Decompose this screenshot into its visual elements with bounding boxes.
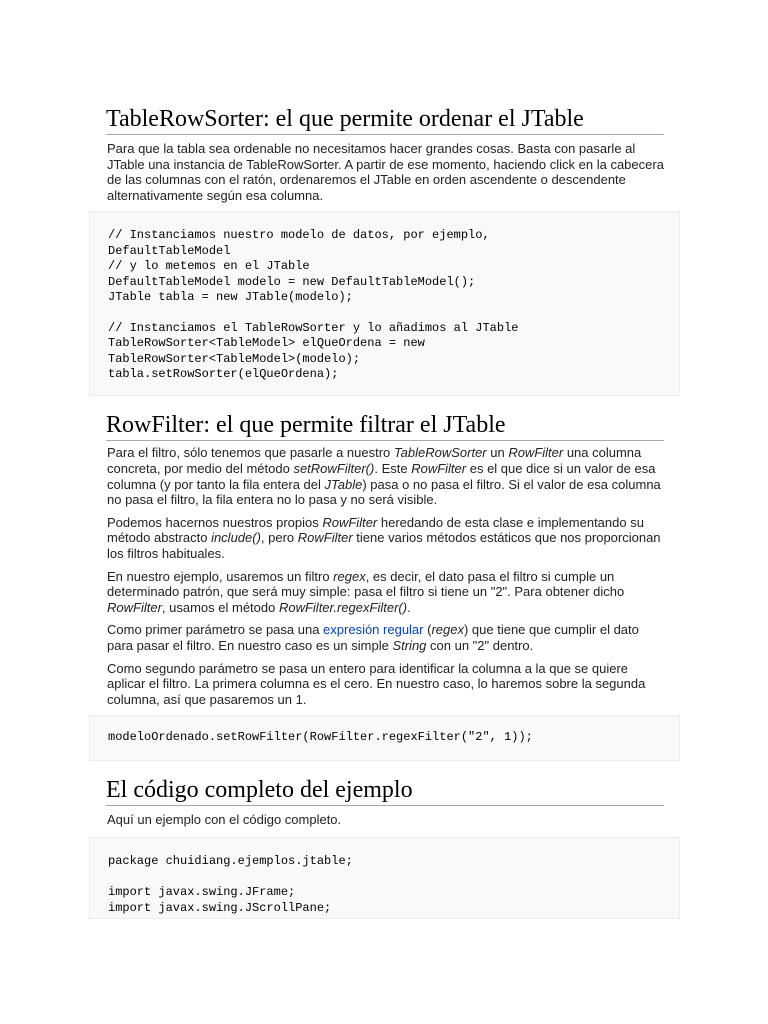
section-heading-codigo-completo: El código completo del ejemplo [106,775,664,806]
section-paragraph: Como segundo parámetro se pasa un entero para identificar la columna a la que se quiere aplicar el filtro. La primera columna es el cero. En nuestro caso, lo haremos sobre la segunda columna, así que pasaremos un 1. [107,660,646,707]
section-heading-rowfilter: RowFilter: el que permite filtrar el JTable [106,410,664,441]
code-block: modeloOrdenado.setRowFilter(RowFilter.regexFilter("2", 1)); [89,715,680,760]
section-paragraph: En nuestro ejemplo, usaremos un filtro regex, es decir, el dato pasa el filtro si cumple un determinado patrón, que será muy simple: pasa el filtro si tiene un "2". Para obtener dicho RowFilter, usamos el método RowFilter.regexFilter(). [107,568,625,615]
code-block: package chuidiang.ejemplos.jtable; import javax.swing.JFrame; import javax.swing.JScrollPane; [89,837,680,919]
article-content [107,104,680,919]
section-heading-tablerowsorter: TableRowSorter: el que permite ordenar el JTable [106,104,664,135]
section-paragraph: Podemos hacernos nuestros propios RowFilter heredando de esta clase e implementando su método abstracto include(), pero RowFilter tiene varios métodos estáticos que nos proporcionan los filtros habituales. [107,514,661,561]
section-paragraph: Aquí un ejemplo con el código completo. [107,811,342,827]
section-paragraph: Como primer parámetro se pasa una expresión regular (regex) que tiene que cumplir el dato para pasar el filtro. En nuestro caso es un simple String con un "2" dentro. [107,622,639,653]
code-block: // Instanciamos nuestro modelo de datos, por ejemplo, DefaultTableModel // y lo metemos en el JTable DefaultTableModel modelo = new DefaultTableModel(); JTable tabla = new JTable(modelo); // Instanciamos el TableRowSorter y lo añadimos al JTable TableRowSorter<TableModel> elQueOrdena = new TableRowSorter<TableModel>(modelo); tabla.setRowSorter(elQueOrdena); [89,211,680,396]
regex-link[interactable]: expresión regular [323,622,424,638]
section-paragraph: Para que la tabla sea ordenable no necesitamos hacer grandes cosas. Basta con pasarle al JTable una instancia de TableRowSorter. A partir de ese momento, haciendo click en la cabecera de las columnas con el ratón, ordenaremos el JTable en orden ascendente o descendente alternativamente según esa columna. [107,141,664,203]
section-paragraph: Para el filtro, sólo tenemos que pasarle a nuestro TableRowSorter un RowFilter una columna concreta, por medio del método setRowFilter(). Este RowFilter es el que dice si un valor de esa columna (y por tanto la fila entera del JTable) pasa o no pasa el filtro. Si el valor de esa columna no pasa el filtro, la fila entera no lo pasa y no será visible. [107,445,661,508]
